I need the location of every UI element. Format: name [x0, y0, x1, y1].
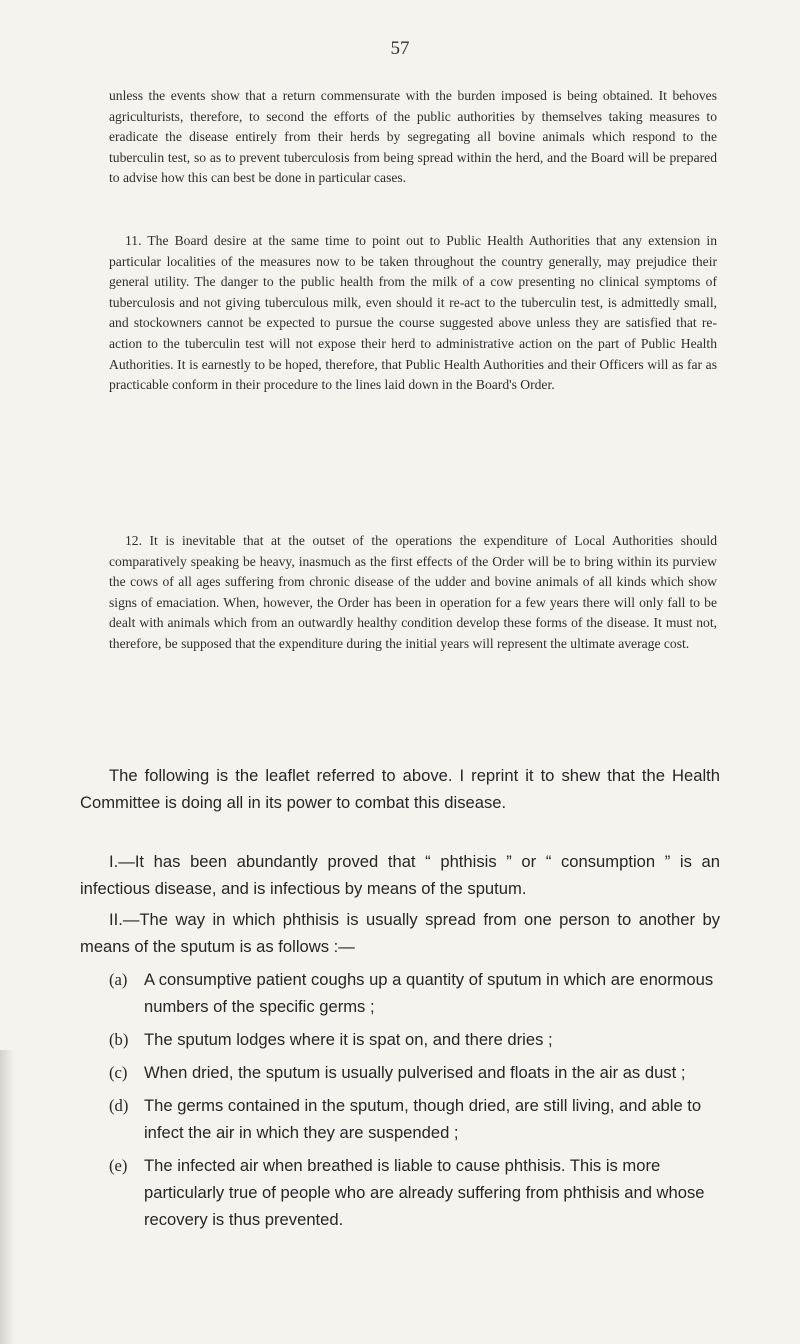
- paragraph-12: [109, 531, 717, 655]
- leaflet-section-i: [80, 848, 720, 902]
- intro-text: The following is the leaflet referred to above. I reprint it to shew that the Health Committee is doing all in its power to combat this disease.: [80, 766, 720, 812]
- item-text: The germs contained in the sputum, though dried, are still living, and able to infect the air in which they are suspended ;: [144, 1096, 702, 1142]
- spread-steps-list: [109, 966, 719, 1239]
- section-i-text: I.—It has been abundantly proved that “ phthisis ” or “ consumption ” is an infectious disease, and is infectious by means of the sputum.: [80, 852, 720, 898]
- list-item: [109, 1059, 719, 1086]
- item-text: The infected air when breathed is liable to cause phthisis. This is more particularly true of people who are already suffering from phthisis and whose recovery is thus prevented.: [144, 1156, 705, 1229]
- paragraph-text: 11. The Board desire at the same time to point out to Public Health Authorities that any extension in particular localities of the measures now to be taken throughout the country generally, may prejudice their general utility. The danger to the public health from the milk of a cow presenting no clinical symptoms of tuberculosis and not giving tuberculous milk, even should it re-act to the tuberculin test, is admittedly small, and stockowners cannot be expected to pursue the course suggested above unless they are satisfied that re-action to the tuberculin test will not expose their herd to administrative action on the part of Public Health Authorities. It is earnestly to be hoped, therefore, that Public Health Authorities and their Officers will as far as practicable conform in their procedure to the lines laid down in the Board's Order.: [109, 233, 717, 393]
- list-item: [109, 1092, 719, 1146]
- leaflet-section-ii: [80, 906, 720, 960]
- paragraph-text: unless the events show that a return commensurate with the burden imposed is being obtained. It behoves agriculturists, therefore, to second the efforts of the public authorities by themselves taking measures to eradicate the disease entirely from their herds by segregating all bovine animals which respond to the tuberculin test, so as to prevent tuberculosis from being spread within the herd, and the Board will be prepared to advise how this can best be done in particular cases.: [109, 88, 717, 186]
- item-marker: (e): [109, 1156, 128, 1175]
- list-item: [109, 966, 719, 1020]
- list-item: [109, 1026, 719, 1053]
- item-marker: (d): [109, 1096, 129, 1115]
- page-number: 57: [390, 38, 410, 59]
- item-text: When dried, the sputum is usually pulverised and floats in the air as dust ;: [144, 1063, 686, 1082]
- item-marker: (a): [109, 970, 128, 989]
- paragraph-11: [109, 231, 717, 396]
- section-ii-text: II.—The way in which phthisis is usually spread from one person to another by means of the sputum is as follows :—: [80, 910, 720, 956]
- item-text: A consumptive patient coughs up a quantity of sputum in which are enormous numbers of the specific germs ;: [144, 970, 714, 1016]
- paragraph-text: 12. It is inevitable that at the outset of the operations the expenditure of Local Authorities should comparatively speaking be heavy, inasmuch as the first effects of the Order will be to bring within its purview the cows of all ages suffering from chronic disease of the udder and bovine animals of all kinds which show signs of emaciation. When, however, the Order has been in operation for a few years there will only fall to be dealt with animals which from an outwardly healthy condition develop these forms of the disease. It must not, therefore, be supposed that the expenditure during the initial years will represent the ultimate average cost.: [109, 533, 717, 651]
- paragraph-continuation: [109, 86, 717, 189]
- list-item: [109, 1152, 719, 1233]
- binding-shadow: [0, 1050, 14, 1344]
- item-marker: (b): [109, 1030, 129, 1049]
- item-text: The sputum lodges where it is spat on, and there dries ;: [144, 1030, 553, 1049]
- leaflet-intro: [80, 762, 720, 816]
- item-marker: (c): [109, 1063, 128, 1082]
